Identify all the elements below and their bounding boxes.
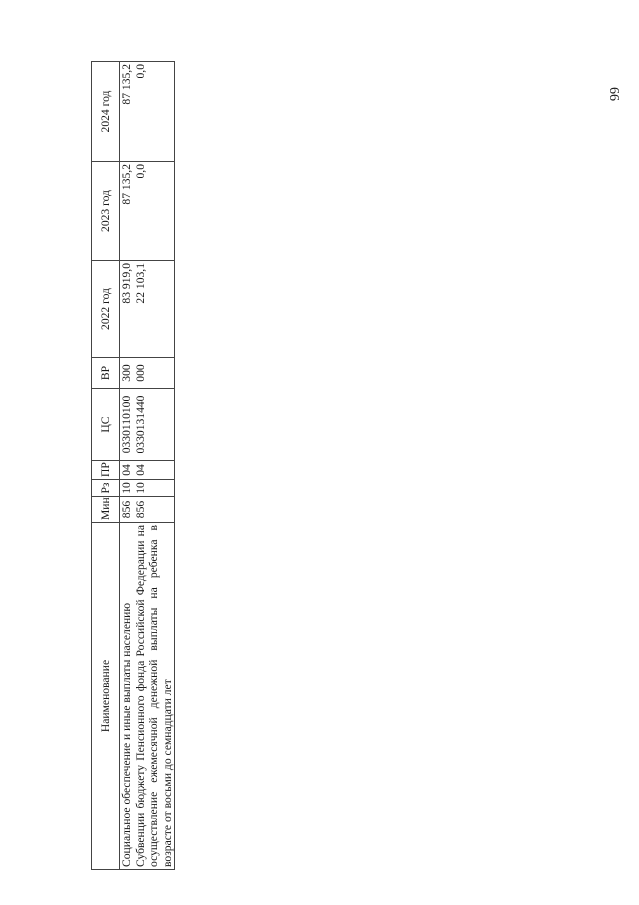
row-2024: 87 135,2 [120, 62, 134, 162]
row-pr: 04 [134, 461, 175, 480]
budget-table-rotated [91, 62, 580, 870]
row-2022: 22 103,1 [134, 261, 175, 358]
header-2023: 2023 год [92, 162, 120, 261]
table-row [120, 62, 134, 870]
row-cs: 0330110100 [120, 389, 134, 461]
row-cs: 0330131440 [134, 389, 175, 461]
row-vr: 300 [120, 358, 134, 389]
header-cs: ЦС [92, 389, 120, 461]
row-vr: 000 [134, 358, 175, 389]
table-header-row [92, 62, 120, 870]
header-pr: ПР [92, 461, 120, 480]
row-name: Социальное обеспечение и иные выплаты населению [120, 523, 134, 870]
table-body [120, 62, 175, 870]
header-rz: Рз [92, 480, 120, 497]
row-2022: 83 919,0 [120, 261, 134, 358]
row-2023: 87 135,2 [120, 162, 134, 261]
header-2022: 2022 год [92, 261, 120, 358]
row-pr: 04 [120, 461, 134, 480]
header-min: Мин [92, 497, 120, 523]
row-rz: 10 [134, 480, 175, 497]
row-2023: 0,0 [134, 162, 175, 261]
table-row [134, 62, 175, 870]
header-2024: 2024 год [92, 62, 120, 162]
header-vr: ВР [92, 358, 120, 389]
row-rz: 10 [120, 480, 134, 497]
header-name: Наименование [92, 523, 120, 870]
row-min: 856 [120, 497, 134, 523]
budget-table [91, 61, 175, 870]
row-2024: 0,0 [134, 62, 175, 162]
row-min: 856 [134, 497, 175, 523]
row-name: Субвенции бюджету Пенсионного фонда Российской Федерации на осуществление ежемесячной денежной выплаты на ребенка в возрасте от восьми до семнадцати лет [134, 523, 175, 870]
page-number: 66 [606, 87, 621, 101]
